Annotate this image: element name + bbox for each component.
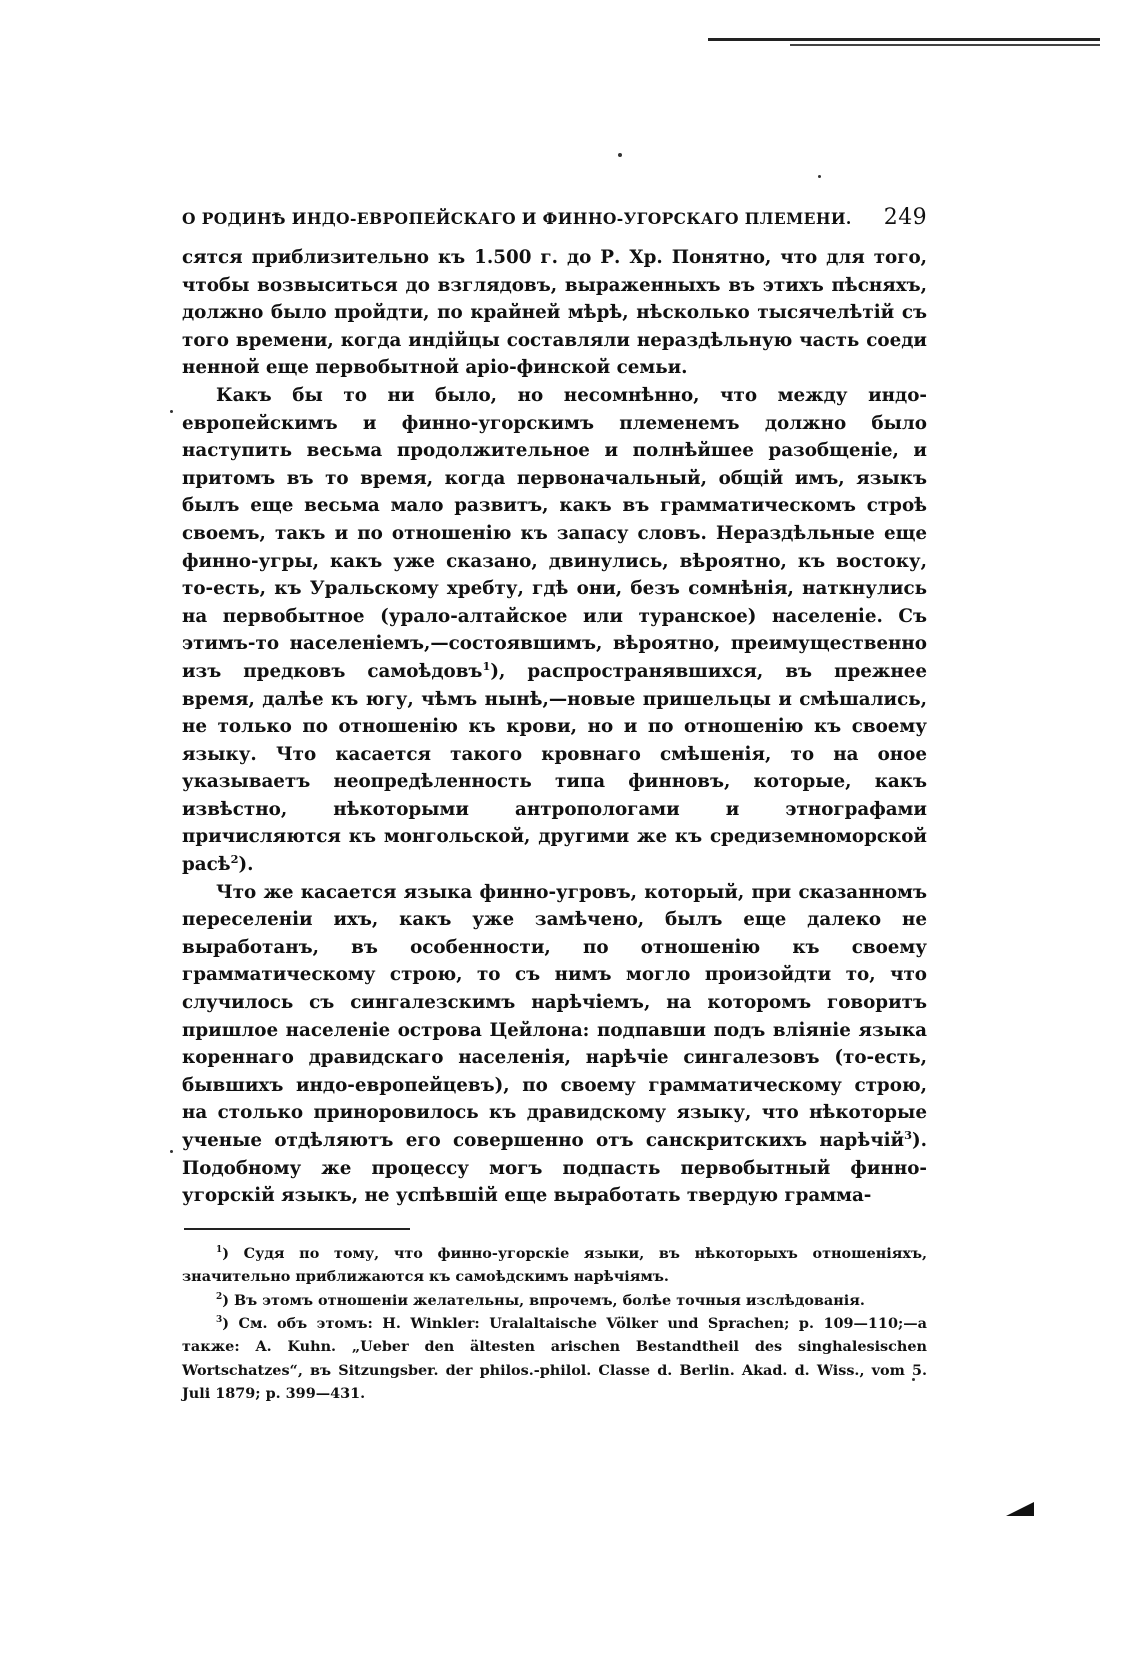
footnote-3-marker: 3 (216, 1315, 223, 1326)
speck-mark (618, 153, 622, 157)
footnote-2-marker: 2 (216, 1291, 223, 1302)
paragraph-2-part-2: ), распространявшихся, въ прежнее время, далѣе къ югу, чѣмъ нынѣ,—новые пришельцы и смѣшались, не только по отношенію къ крови, но и по отношенію къ своему языку. Что касается такого кровнаго смѣшенія, то на оное указываетъ неопредѣленность типа финновъ, которые, какъ извѣстно, нѣкоторыми антропологами и этнографами причисляются къ монгольской, другими же къ средиземноморской расѣ (182, 660, 927, 876)
running-title: О РОДИНѢ ИНДО-ЕВРОПЕЙСКАГО И ФИННО-УГОРСКАГО ПЛЕМЕНИ. (182, 209, 852, 228)
paragraph-1: сятся приблизительно къ 1.500 г. до Р. Хр. Понятно, что для того, чтобы возвыситься до взглядовъ, выраженныхъ въ этихъ пѣсняхъ, должно было пройдти, по крайней мѣрѣ, нѣсколько тысячелѣтій съ того времени, когда индійцы составляли нераздѣльную часть соеди ненной еще первобытной аріо-финской семьи. (182, 247, 927, 379)
footnote-1-marker: 1 (216, 1244, 223, 1255)
footnote-3 (182, 1312, 927, 1406)
footnote-1-text: ) Судя по тому, что финно-угорскіе языки, въ нѣкоторыхъ отношеніяхъ, значительно приближаются къ самоѣдскимъ нарѣчіямъ. (182, 1244, 927, 1286)
paragraph-3-part-2: ). Подобному же процессу могъ подпасть первобытный финно-угорскій языкъ, не успѣвшій еще выработать твердую грамма- (182, 1130, 927, 1207)
paragraph-2-part-3: ). (238, 854, 254, 876)
footnote-1 (182, 1242, 927, 1289)
footnote-ref-1[interactable]: 1 (482, 658, 491, 673)
book-page (182, 205, 927, 1406)
footnote-ref-3[interactable]: 3 (904, 1127, 912, 1142)
top-edge-rule-secondary (790, 44, 1100, 46)
footnote-separator (184, 1228, 410, 1230)
footnote-ref-2[interactable]: 2 (230, 851, 239, 866)
page-number: 249 (883, 205, 927, 230)
paragraph-2 (182, 382, 927, 879)
footnote-2-text: ) Въ этомъ отношеніи желательны, впрочемъ, болѣе точныя изслѣдованія. (222, 1291, 865, 1309)
paragraph-3 (182, 879, 927, 1210)
paragraph-2-part-1: Какъ бы то ни было, но несомнѣнно, что между индо-европейскимъ и финно-угорскимъ племенемъ должно было наступить весьма продолжительное и полнѣйшее разобщеніе, и притомъ въ то время, когда первоначальный, общій имъ, языкъ былъ еще весьма мало развитъ, какъ въ грамматическомъ строѣ своемъ, такъ и по отношенію къ запасу словъ. Нераздѣльные еще финно-угры, какъ уже сказано, двинулись, вѣроятно, къ востоку, то-есть, къ Уральскому хребту, гдѣ они, безъ сомнѣнія, наткнулись на первобытное (урало-алтайское или туранское) населеніе. Съ этимъ-то населеніемъ,—состоявшимъ, вѣроятно, преимущественно изъ предковъ самоѣдовъ (182, 384, 927, 682)
footnote-2 (182, 1289, 927, 1312)
speck-mark (170, 410, 173, 413)
corner-scan-mark (1006, 1502, 1034, 1516)
running-head (182, 205, 927, 230)
footnote-3-text: ) См. объ этомъ: H. Winkler: Uralaltaische Völker und Sprachen; p. 109—110;—а также: A. Kuhn. „Ueber den ältesten arischen Bestandtheil des singhalesischen Wortschatzes“, въ Sitzungsber. der philos.-philol. Classe d. Berlin. Akad. d. Wiss., vom 5. Juli 1879; p. 399—431. (182, 1315, 927, 1403)
main-text (182, 244, 927, 1210)
speck-mark (818, 175, 821, 178)
top-edge-rule (708, 38, 1100, 41)
paragraph-3-part-1: Что же касается языка финно-угровъ, который, при сказанномъ переселеніи ихъ, какъ уже замѣчено, былъ еще далеко не выработанъ, въ особенности, по отношенію къ своему грамматическому строю, то съ нимъ могло произойдти то, что случилось съ сингалезскимъ нарѣчіемъ, на которомъ говоритъ пришлое населеніе острова Цейлона: подпавши подъ вліяніе языка кореннаго дравидскаго населенія, нарѣчіе сингалезовъ (то-есть, бывшихъ индо-европейцевъ), по своему грамматическому строю, на столько приноровилось къ дравидскому языку, что нѣкоторые ученые отдѣляютъ его совершенно отъ санскритскихъ нарѣчій (182, 881, 927, 1151)
footnotes (182, 1242, 927, 1406)
speck-mark (170, 1150, 173, 1153)
